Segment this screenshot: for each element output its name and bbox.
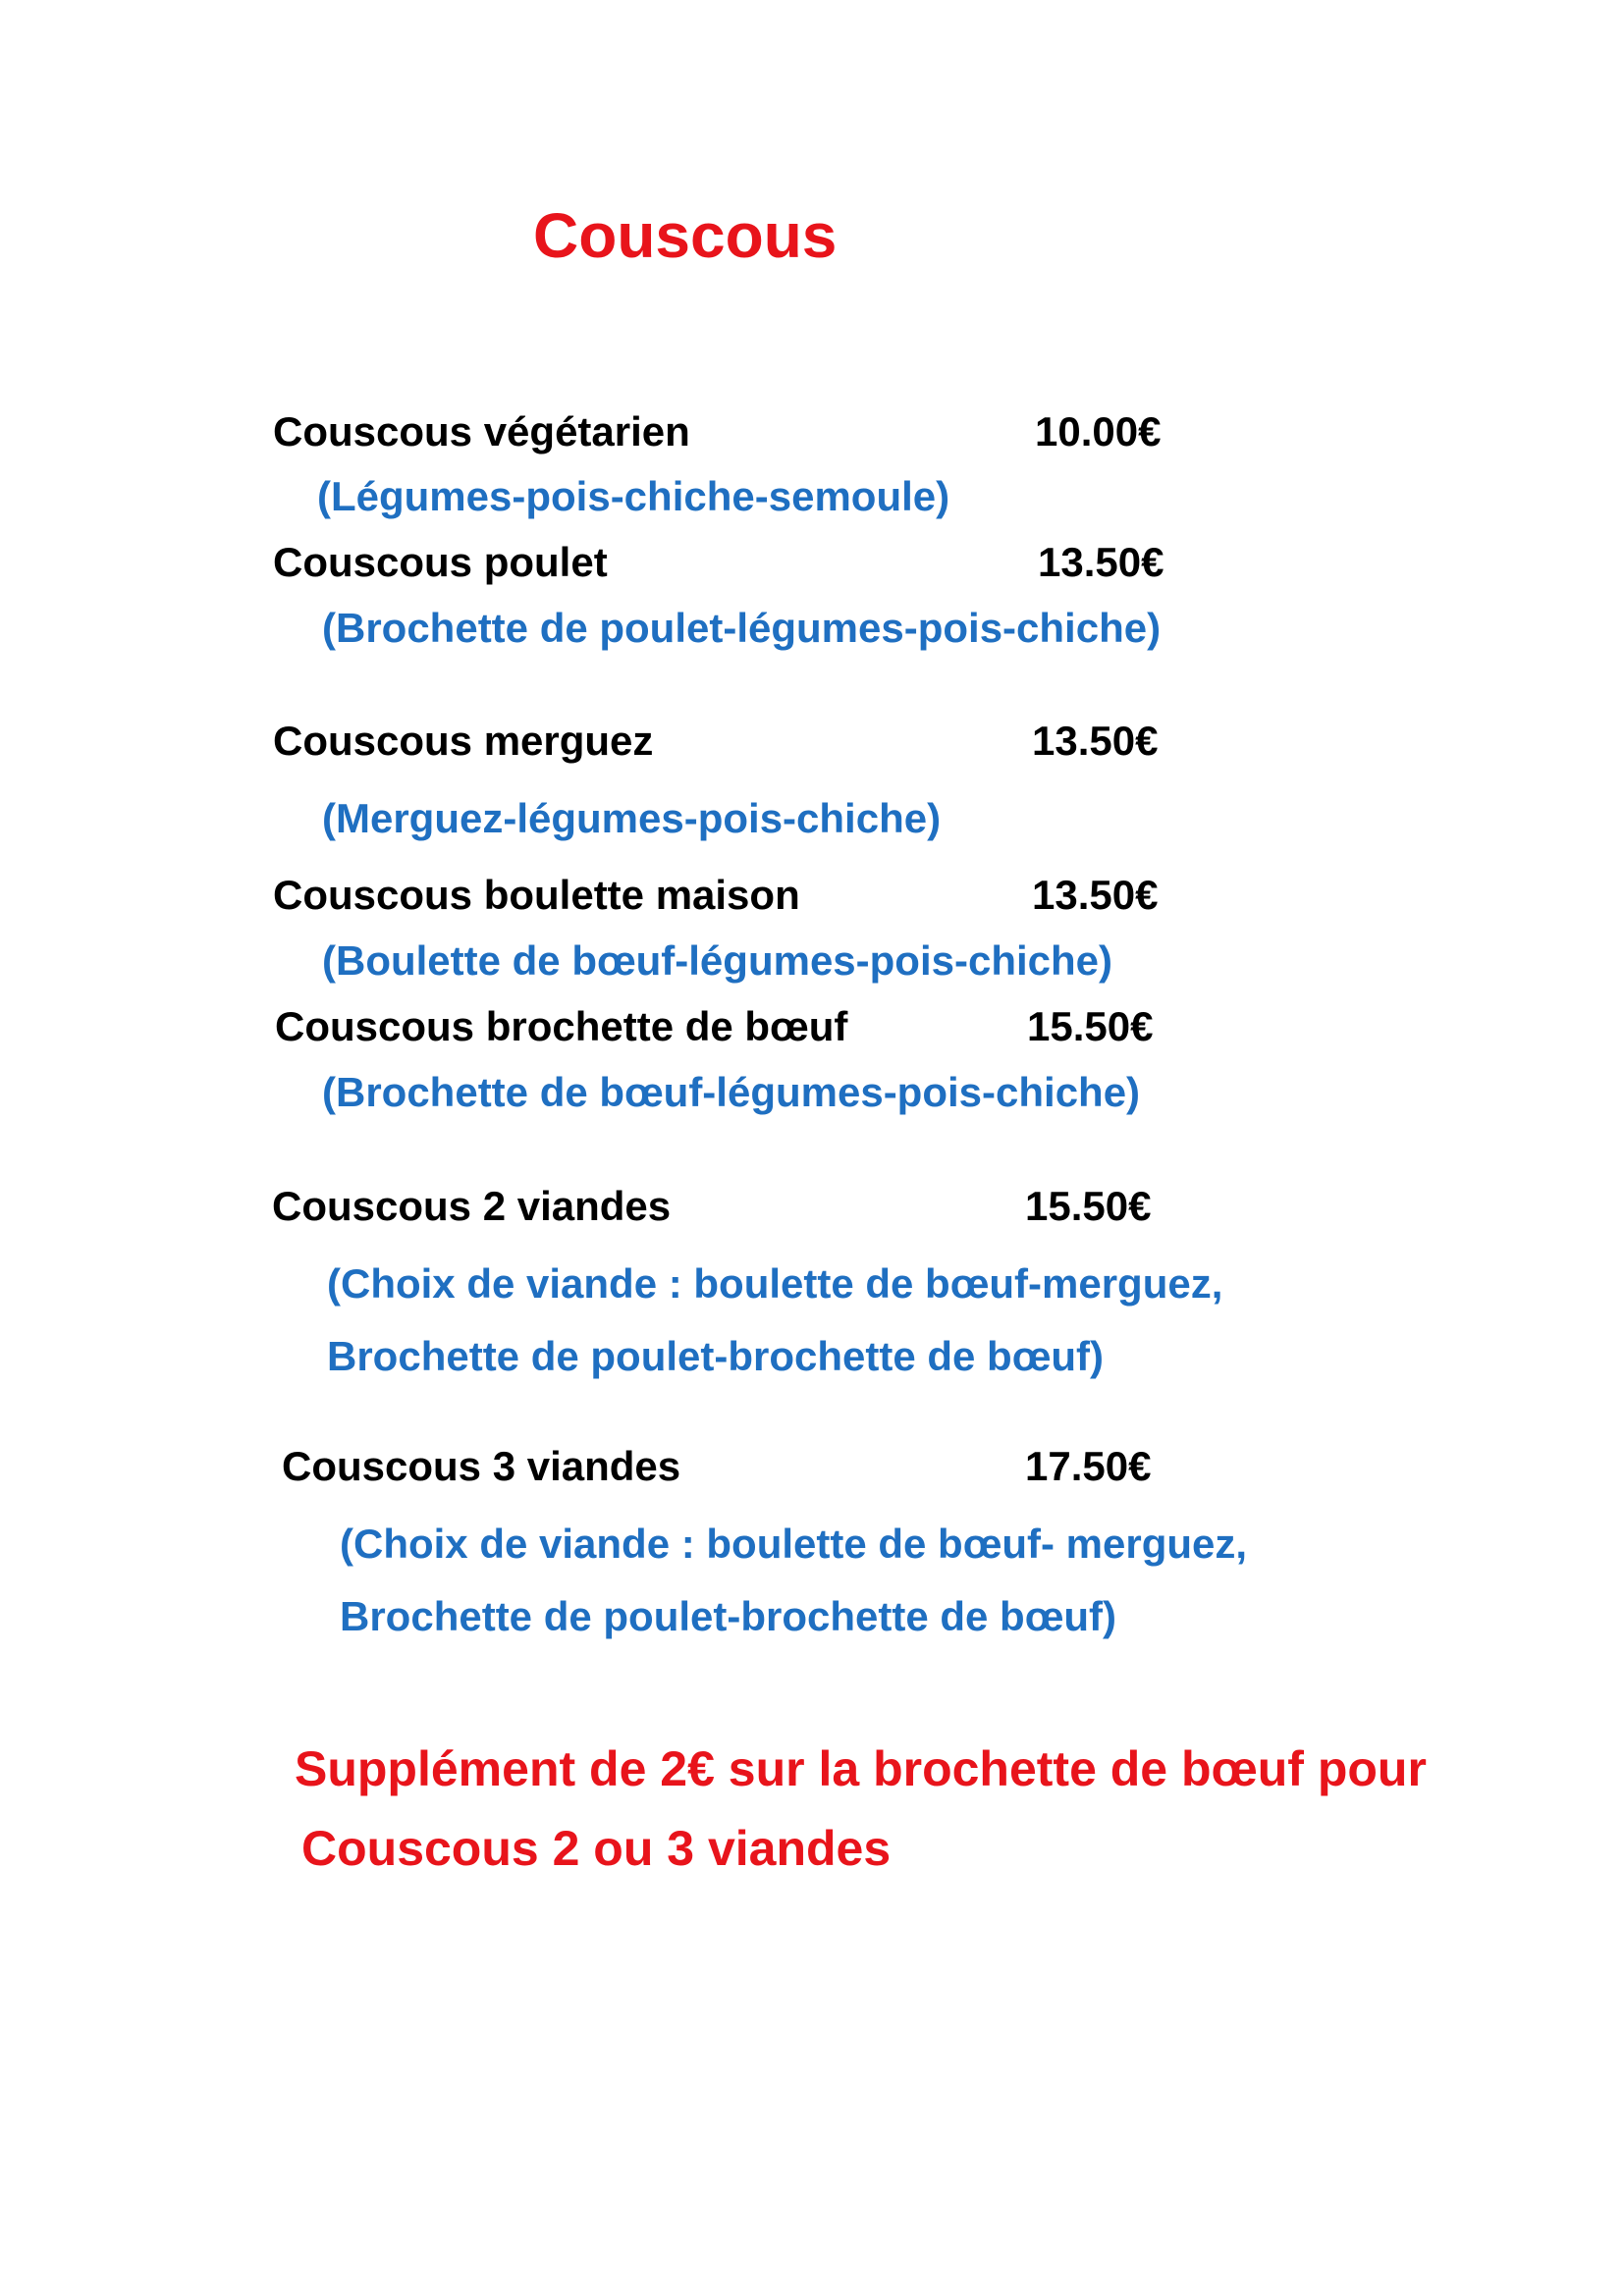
dish-price-poulet: 13.50€ [1038,539,1164,585]
dish-description-merguez: (Merguez-légumes-pois-chiche) [322,795,942,841]
dish-name-poulet: Couscous poulet [273,539,608,585]
dish-name-2-viandes: Couscous 2 viandes [272,1183,672,1229]
supplement-note-line-2: Couscous 2 ou 3 viandes [301,1821,892,1876]
dish-name-vegetarien: Couscous végétarien [273,408,690,454]
supplement-note-line-1: Supplément de 2€ sur la brochette de bœuf pour [295,1741,1427,1796]
dish-price-vegetarien: 10.00€ [1035,408,1162,454]
dish-description-vegetarien: (Légumes-pois-chiche-semoule) [317,473,950,519]
dish-description-brochette-boeuf: (Brochette de bœuf-légumes-pois-chiche) [322,1069,1141,1115]
dish-price-boulette: 13.50€ [1032,872,1159,918]
dish-price-2-viandes: 15.50€ [1025,1183,1152,1229]
dish-description-poulet: (Brochette de poulet-légumes-pois-chiche) [322,605,1162,651]
dish-description-3-viandes-line-2: Brochette de poulet-brochette de bœuf) [340,1593,1116,1639]
dish-name-brochette-boeuf: Couscous brochette de bœuf [275,1003,848,1049]
dish-price-3-viandes: 17.50€ [1025,1443,1152,1489]
dish-name-boulette: Couscous boulette maison [273,872,800,918]
dish-name-merguez: Couscous merguez [273,718,654,764]
dish-price-merguez: 13.50€ [1032,718,1159,764]
dish-description-2-viandes-line-1: (Choix de viande : boulette de bœuf-merguez, [327,1260,1223,1307]
page-title: Couscous [533,200,838,271]
dish-description-2-viandes-line-2: Brochette de poulet-brochette de bœuf) [327,1333,1104,1379]
dish-description-3-viandes-line-1: (Choix de viande : boulette de bœuf- merguez, [340,1521,1248,1567]
dish-price-brochette-boeuf: 15.50€ [1027,1003,1154,1049]
dish-description-boulette: (Boulette de bœuf-légumes-pois-chiche) [322,937,1113,984]
dish-name-3-viandes: Couscous 3 viandes [282,1443,681,1489]
